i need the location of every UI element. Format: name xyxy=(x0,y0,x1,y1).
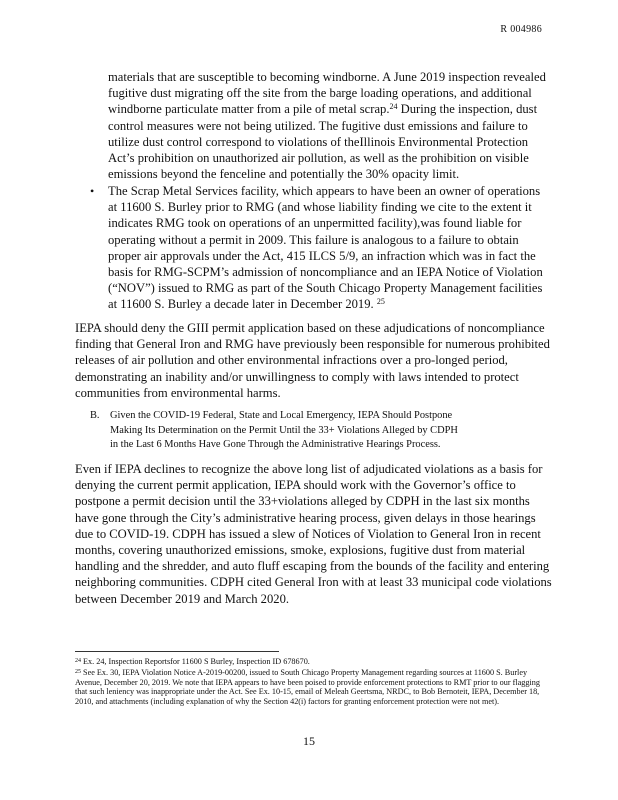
even-if-paragraph: Even if IEPA declines to recognize the above long list of adjudicated violations as a basis for denying the current permit application, IEPA should work with the Governor’s office to postpone a permit decision until the 33+violations alleged by CDPH in the last six months have gone through the City’s administrative hearing process, given delays in those hearings due to COVID-19. CDPH has issued a slew of Notices of Violation to General Iron in recent months, covering unauthorized emissions, smoke, explosions, fugitive dust from material handling and the shredder, and auto fluff escaping from the bounds of the facility and entering neighboring communities. CDPH cited General Iron with at least 33 municipal code violations between December 2019 and March 2020. xyxy=(75,462,552,606)
section-letter: B. xyxy=(90,410,100,421)
footnote-24 xyxy=(75,657,551,667)
footnote-text: See Ex. 30, IEPA Violation Notice A-2019-00200, issued to South Chicago Property Management regarding sources at 11600 S. Burley Avenue, December 20, 2019. We note that IEPA appears to have been poised to provide enforcement protections to RMT prior to our flagging that such leniency was inappropriate under the Act. See Ex. 10-15, email of Meleah Geertsma, NRDC, to Bob Bernoteit, IEPA, December 18, 2010, and attachments (including explanation of why the Section 42(i) factors for granting enforcement protection were not met). xyxy=(75,668,540,706)
page-number: 15 xyxy=(303,734,315,748)
deny-paragraph: IEPA should deny the GIII permit application based on these adjudications of noncompliance finding that General Iron and RMG have previously been responsible for numerous prohibited releases of air pollution and other environmental infractions over a pro-longed period, demonstrating an inability and/or unwillingness to comply with laws intended to protect communities from environmental harms. xyxy=(75,321,550,400)
bullet-icon: • xyxy=(90,184,95,198)
footnote-number: 24 xyxy=(75,658,81,664)
bates-number: R 004986 xyxy=(500,24,542,35)
footnote-text: Ex. 24, Inspection Reportsfor 11600 S Burley, Inspection ID 678670. xyxy=(81,657,310,666)
footnote-25 xyxy=(75,668,551,706)
continued-paragraph-text: materials that are susceptible to becoming windborne. A June 2019 inspection revealed fugitive dust migrating off the site from the barge loading operations, and additional windborne particulate matter from a pile of metal scrap. xyxy=(108,70,546,117)
footnote-number: 25 xyxy=(75,669,81,675)
section-heading-line: Making Its Determination on the Permit Until the 33+ Violations Alleged by CDPH xyxy=(110,424,458,436)
continued-paragraph-tail: During the inspection, dust control measures were not being utilized. The fugitive dust emissions and failure to utilize dust control correspond to violations of theIllinois Environmental Protection Act’s prohibition on unauthorized air pollution, as well as the prohibition on visible emissions beyond the fenceline and potentially the 30% opacity limit. xyxy=(108,102,538,182)
section-heading-line: in the Last 6 Months Have Gone Through the Administrative Hearings Process. xyxy=(110,439,441,450)
bullet-list xyxy=(90,183,550,313)
footnote-ref-25[interactable]: 25 xyxy=(376,297,385,307)
footnote-divider xyxy=(75,651,279,652)
continued-paragraph xyxy=(108,69,548,182)
list-item xyxy=(90,183,550,313)
footnote-ref-24[interactable]: 24 xyxy=(389,102,398,112)
bullet-text: The Scrap Metal Services facility, which appears to have been an owner of operations at 11600 S. Burley prior to RMG (and whose liability finding we cite to the extent it indicates RMG took on operations of an unpermitted facility),was found liable for operating without a permit in 2009. This failure is analogous to a failure to obtain proper air approvals under the Act, 415 ILCS 5/9, an infraction which was in fact the basis for RMG-SCPM’s admission of noncompliance and an IEPA Notice of Violation (“NOV”) issued to RMG as part of the South Chicago Property Management facilities at 11600 S. Burley a decade later in December 2019. xyxy=(108,184,543,312)
section-heading-text xyxy=(110,409,490,453)
section-heading-line: Given the COVID-19 Federal, State and Local Emergency, IEPA Should Postpone xyxy=(110,410,453,421)
section-heading-b xyxy=(90,409,490,453)
